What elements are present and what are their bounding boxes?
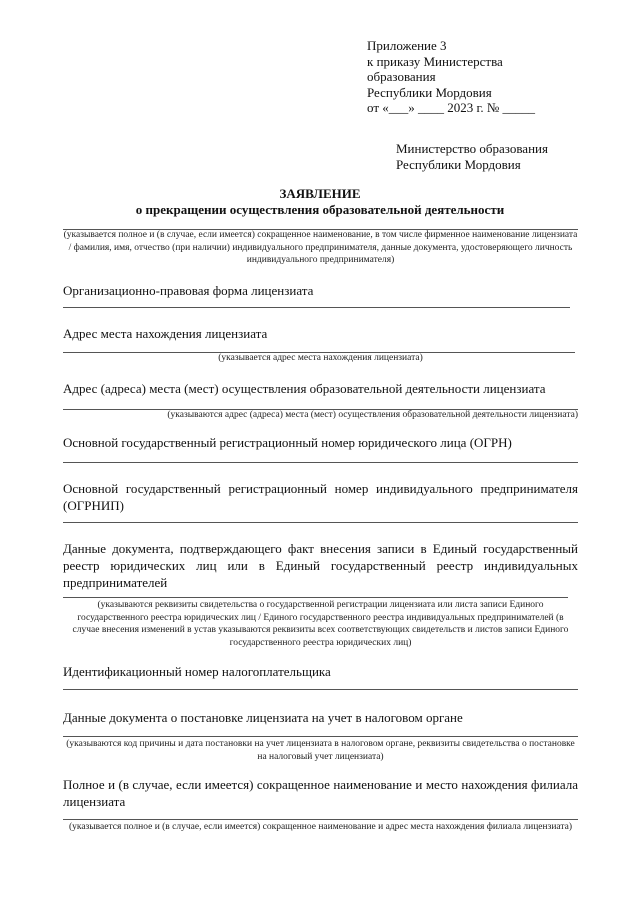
title-main: ЗАЯВЛЕНИЕ	[279, 186, 361, 201]
appendix-line: Приложение 3	[367, 38, 447, 53]
document-title	[0, 186, 640, 218]
branch-line[interactable]	[63, 819, 578, 820]
registry-doc-line[interactable]	[63, 597, 568, 598]
registry-doc-label: Данные документа, подтверждающего факт внесения записи в Единый государственный реестр юридических лиц или в Единый государственный реестр индивидуальных предпринимателей	[63, 541, 578, 590]
activity-address-label: Адрес (адреса) места (мест) осуществления образовательной деятельности лицензиата	[63, 381, 546, 396]
branch-note: (указывается полное и (в случае, если имеется) сокращенное наименование и адрес места нахождения филиала лицензиата)	[68, 822, 573, 832]
recipient-line: Министерство образования	[396, 141, 548, 156]
address-note: (указывается адрес места нахождения лицензиата)	[218, 353, 423, 363]
ogrnip-line[interactable]	[63, 522, 578, 523]
ogrnip-label: Основной государственный регистрационный номер индивидуального предпринимателя (ОГРНИП)	[63, 481, 578, 513]
legal-form-line[interactable]	[63, 307, 570, 308]
activity-address-note: (указываются адрес (адреса) места (мест) осуществления образовательной деятельности лицензиата)	[167, 410, 578, 420]
registry-doc-note: (указываются реквизиты свидетельства о государственной регистрации лицензиата или листа записи Единого государственного реестра юридических лиц / Единого государственного реестра индивидуальных предпринимателей (в случае внесения изменений в устав указываются реквизиты всех соответствующих свидетельств и листов записи Единого государственного реестра юридических лиц)	[72, 600, 569, 648]
appendix-line: к приказу Министерства	[367, 53, 503, 69]
recipient-block	[396, 141, 548, 172]
branch-label: Полное и (в случае, если имеется) сокращенное наименование и место нахождения филиала лицензиата	[63, 777, 578, 809]
tax-doc-line[interactable]	[63, 736, 578, 737]
legal-form-label: Организационно-правовая форма лицензиата	[63, 283, 314, 298]
appendix-line: образования	[367, 69, 436, 84]
appendix-line: Республики Мордовия	[367, 84, 492, 100]
ogrn-label: Основной государственный регистрационный номер юридического лица (ОГРН)	[63, 435, 512, 450]
licensee-name-note: (указывается полное и (в случае, если имеется) сокращенное наименование, в том числе фирменное наименование лицензиата / фамилия, имя, отчество (при наличии) индивидуального предпринимателя, данные документа, удостоверяющего личность индивидуального предпринимателя)	[63, 230, 578, 265]
recipient-line: Республики Мордовия	[396, 156, 521, 172]
tax-doc-label: Данные документа о постановке лицензиата на учет в налоговом органе	[63, 710, 463, 725]
title-subtitle: о прекращении осуществления образовательной деятельности	[135, 202, 505, 217]
inn-label: Идентификационный номер налогоплательщика	[63, 664, 331, 679]
tax-doc-note: (указываются код причины и дата постановки на учет лицензиата в налоговом органе, реквизиты свидетельства о постановке на налоговый учет лицензиата)	[66, 739, 575, 762]
address-label: Адрес места нахождения лицензиата	[63, 326, 268, 341]
appendix-header	[367, 38, 535, 116]
inn-line[interactable]	[63, 689, 578, 690]
ogrn-line[interactable]	[63, 462, 578, 463]
appendix-line: от «___» ____ 2023 г. № _____	[367, 100, 536, 115]
